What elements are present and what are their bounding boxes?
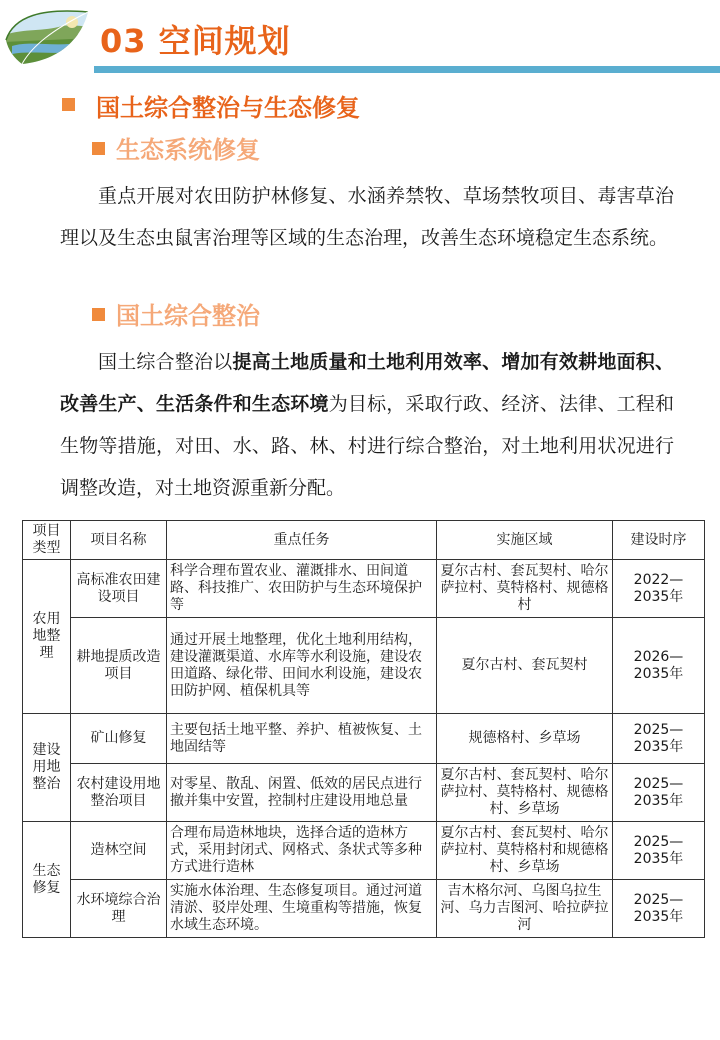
group-type-cell: 生态修复 bbox=[23, 822, 71, 938]
project-name-cell: 高标准农田建设项目 bbox=[71, 560, 167, 618]
bullet-square bbox=[92, 308, 105, 321]
table-row bbox=[23, 822, 705, 880]
task-cell: 主要包括土地平整、养护、植被恢复、土地固结等 bbox=[167, 714, 437, 764]
project-name-cell: 造林空间 bbox=[71, 822, 167, 880]
area-cell: 夏尔古村、套瓦契村、哈尔萨拉村、莫特格村和规德格村、乡草场 bbox=[437, 822, 613, 880]
period-cell: 2025—2035年 bbox=[613, 764, 705, 822]
table-header-row bbox=[23, 521, 705, 560]
group-type-cell: 建设用地整治 bbox=[23, 714, 71, 822]
table-row bbox=[23, 764, 705, 822]
table-row bbox=[23, 618, 705, 714]
bullet-square bbox=[92, 142, 105, 155]
header-type: 项目类型 bbox=[23, 521, 71, 560]
period-cell: 2025—2035年 bbox=[613, 822, 705, 880]
group-type-cell: 农用地整理 bbox=[23, 560, 71, 714]
period-cell: 2026—2035年 bbox=[613, 618, 705, 714]
period-cell: 2022—2035年 bbox=[613, 560, 705, 618]
land-text-part1: 国土综合整治以 bbox=[98, 351, 233, 373]
table-row bbox=[23, 714, 705, 764]
land-text-part2: 为目标，采取行政、经济、法律、工程和生物等措施，对田、水、路、林、村进行综合整治，对土地利用状况进行调整改造，对土地资源重新分配。 bbox=[60, 393, 674, 499]
area-cell: 夏尔古村、套瓦契村、哈尔萨拉村、莫特格村、规德格村 bbox=[437, 560, 613, 618]
task-cell: 合理布局造林地块，选择合适的造林方式，采用封闭式、网格式、条状式等多种方式进行造林 bbox=[167, 822, 437, 880]
leaf-landscape-logo bbox=[2, 6, 94, 70]
task-cell: 科学合理布置农业、灌溉排水、田间道路、科技推广、农田防护与生态环境保护等 bbox=[167, 560, 437, 618]
header-area: 实施区域 bbox=[437, 521, 613, 560]
projects-table bbox=[22, 520, 705, 938]
land-paragraph bbox=[60, 341, 674, 509]
area-cell: 夏尔古村、套瓦契村、哈尔萨拉村、莫特格村、规德格村、乡草场 bbox=[437, 764, 613, 822]
area-cell: 规德格村、乡草场 bbox=[437, 714, 613, 764]
header-period: 建设时序 bbox=[613, 521, 705, 560]
bullet-square bbox=[62, 98, 75, 111]
task-cell: 对零星、散乱、闲置、低效的居民点进行撤并集中安置，控制村庄建设用地总量 bbox=[167, 764, 437, 822]
project-name-cell: 农村建设用地整治项目 bbox=[71, 764, 167, 822]
period-cell: 2025—2035年 bbox=[613, 880, 705, 938]
project-name-cell: 矿山修复 bbox=[71, 714, 167, 764]
header-task: 重点任务 bbox=[167, 521, 437, 560]
project-name-cell: 耕地提质改造项目 bbox=[71, 618, 167, 714]
task-cell: 通过开展土地整理，优化土地利用结构，建设灌溉渠道、水库等水利设施，建设农田道路、绿化带、田间水利设施，建设农田防护网、植保机具等 bbox=[167, 618, 437, 714]
eco-paragraph: 重点开展对农田防护林修复、水涵养禁牧、草场禁牧项目、毒害草治理以及生态虫鼠害治理等区域的生态治理，改善生态环境稳定生态系统。 bbox=[60, 185, 674, 249]
area-cell: 夏尔古村、套瓦契村 bbox=[437, 618, 613, 714]
land-text-bold: 提高土地质量和土地利用效率、增加有效耕地面积、改善生产、生活条件和生态环境 bbox=[60, 351, 674, 415]
table-row bbox=[23, 560, 705, 618]
period-cell: 2025—2035年 bbox=[613, 714, 705, 764]
task-cell: 实施水体治理、生态修复项目。通过河道清淤、驳岸处理、生境重构等措施，恢复水域生态环境。 bbox=[167, 880, 437, 938]
page-title: 03 空间规划 bbox=[100, 22, 291, 60]
subsection-heading-eco: 生态系统修复 bbox=[116, 136, 260, 164]
area-cell: 吉木格尔河、乌图乌拉生河、乌力吉图河、哈拉萨拉河 bbox=[437, 880, 613, 938]
table-row bbox=[23, 880, 705, 938]
section-heading: 国土综合整治与生态修复 bbox=[96, 94, 360, 122]
project-name-cell: 水环境综合治理 bbox=[71, 880, 167, 938]
title-underline bbox=[94, 66, 720, 73]
header-name: 项目名称 bbox=[71, 521, 167, 560]
subsection-heading-land: 国土综合整治 bbox=[116, 302, 260, 330]
